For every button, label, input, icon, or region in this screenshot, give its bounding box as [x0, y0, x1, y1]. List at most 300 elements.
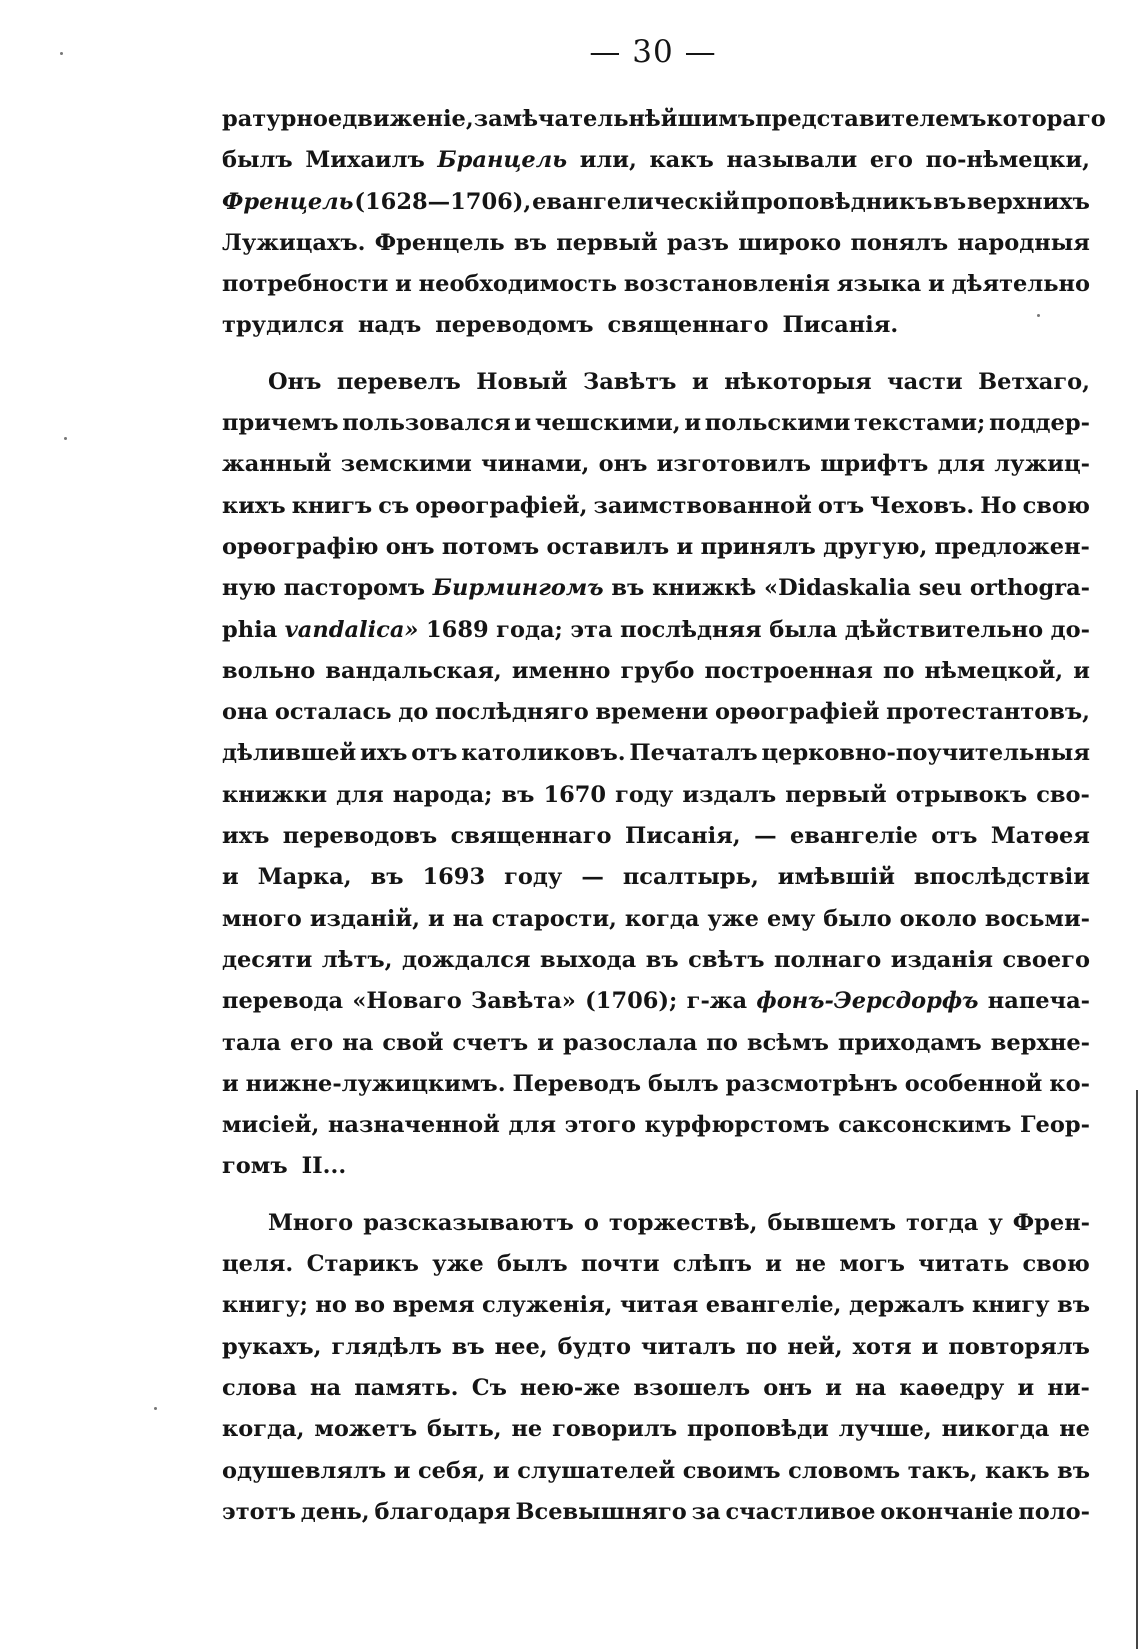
word: онъ	[763, 1374, 813, 1401]
word: орѳографіей,	[415, 492, 588, 519]
text-line	[222, 1030, 1090, 1071]
italic-title: vandalica»	[284, 616, 419, 643]
word: взошелъ	[633, 1374, 751, 1401]
word: память.	[354, 1374, 459, 1401]
word: полнаго	[774, 946, 882, 973]
word: Геор-	[1019, 1112, 1090, 1139]
word: построенная	[704, 657, 873, 684]
word: и	[514, 410, 532, 437]
word: назначенной	[327, 1112, 500, 1139]
word: читать	[918, 1251, 1010, 1278]
word: Печаталъ	[629, 740, 758, 767]
word: для	[508, 1112, 556, 1139]
word: заимствованной	[593, 492, 812, 519]
word: дѣйствительно	[844, 616, 1044, 643]
word: чинами,	[481, 451, 590, 478]
word: и	[493, 1457, 510, 1484]
word: разсказываютъ	[363, 1209, 574, 1236]
word: евангеліе	[789, 823, 918, 850]
word: «Новаго	[352, 988, 462, 1015]
word: такъ,	[907, 1457, 978, 1484]
text-line	[222, 534, 1090, 575]
text-line	[222, 988, 1090, 1029]
word: съ	[378, 492, 410, 519]
word: целя.	[222, 1251, 294, 1278]
word: Завѣта»	[471, 988, 576, 1015]
word: ную	[222, 575, 276, 602]
word: рукахъ,	[222, 1333, 322, 1360]
body-text	[222, 106, 1106, 1540]
word: Онъ	[268, 368, 322, 395]
word: языка	[836, 271, 922, 298]
word: своего	[1002, 946, 1090, 973]
word: широко	[738, 229, 842, 256]
word: былъ	[496, 1251, 568, 1278]
text-line	[222, 230, 1090, 271]
text-line	[222, 1153, 1090, 1194]
word: въ	[1057, 1457, 1090, 1484]
word: саксонскимъ	[838, 1112, 1012, 1139]
word: Всевышняго	[515, 1498, 687, 1525]
word: другую,	[823, 533, 928, 560]
word: этого	[564, 1112, 637, 1139]
word: осталась	[274, 699, 392, 726]
word: въ	[611, 575, 645, 602]
word: читалъ	[640, 1333, 736, 1360]
word: нее,	[494, 1333, 548, 1360]
word: нею-же	[520, 1374, 621, 1401]
word: много	[222, 905, 302, 932]
word: разъ	[666, 229, 729, 256]
word: была	[769, 616, 838, 643]
word: книгъ	[291, 492, 373, 519]
word: Френ-	[1012, 1209, 1090, 1236]
word: тогда	[906, 1209, 979, 1236]
word: замѣчательнѣйшимъ	[473, 106, 756, 132]
text-line	[222, 1210, 1090, 1251]
word: и	[222, 864, 239, 891]
word: уже	[432, 1251, 484, 1278]
word: своимъ	[682, 1457, 781, 1484]
word: могъ	[839, 1251, 905, 1278]
word: шрифтъ	[820, 451, 929, 478]
word: нѣмецкой,	[924, 657, 1064, 684]
word: переводомъ	[435, 312, 594, 339]
word: имѣвшій	[777, 864, 895, 891]
word: тала	[222, 1029, 281, 1056]
word: пользовался	[342, 410, 511, 437]
word: особенной	[904, 1070, 1043, 1097]
word: когда,	[222, 1416, 305, 1443]
word: 1670	[543, 781, 607, 808]
word: въ	[501, 781, 535, 808]
word: книгу;	[222, 1292, 308, 1319]
word: и	[395, 271, 412, 298]
word: свою	[1022, 1251, 1090, 1278]
word: читая	[619, 1292, 699, 1319]
word: повторялъ	[948, 1333, 1090, 1360]
scan-speck	[60, 52, 63, 55]
word: глядѣлъ	[331, 1333, 442, 1360]
word: будто	[557, 1333, 631, 1360]
word: приходамъ	[838, 1029, 982, 1056]
word: отъ	[931, 823, 978, 850]
word: у	[988, 1209, 1003, 1236]
word: дѣлившей	[222, 740, 357, 767]
word: и	[222, 1070, 239, 1097]
word: нѣкоторыя	[724, 368, 872, 395]
word: именно	[511, 657, 611, 684]
word: церковно-поучительныя	[761, 740, 1090, 767]
text-line	[222, 658, 1090, 699]
word: пасторомъ	[283, 575, 425, 602]
word: послѣдняя	[620, 616, 762, 643]
word: на	[342, 1029, 374, 1056]
word: этотъ	[222, 1498, 296, 1525]
word: и	[1017, 1374, 1035, 1401]
word: надъ	[357, 312, 422, 339]
word: Чеховъ.	[870, 492, 975, 519]
text-line	[222, 864, 1090, 905]
text-line	[222, 906, 1090, 947]
text-line	[222, 1292, 1090, 1333]
word: сво-	[1036, 781, 1090, 808]
word: перевода	[222, 988, 344, 1015]
text-line	[222, 1334, 1090, 1375]
word: и	[428, 905, 445, 932]
word: нижне-лужицкимъ.	[245, 1070, 506, 1097]
word: до-	[1050, 616, 1090, 643]
text-line	[222, 271, 1090, 312]
word: изданій,	[309, 905, 420, 932]
word: себя,	[417, 1457, 486, 1484]
text-line	[222, 947, 1090, 988]
word: лѣтъ,	[321, 946, 393, 973]
word: благодаря	[374, 1498, 511, 1525]
word: былъ	[647, 1070, 719, 1097]
word: —	[754, 823, 777, 850]
word: около	[899, 905, 977, 932]
word: ни-	[1047, 1374, 1090, 1401]
word: за	[691, 1498, 721, 1525]
italic-name: Френцель	[222, 188, 354, 215]
word: свою	[1022, 492, 1090, 519]
text-line	[222, 1416, 1090, 1457]
word: издалъ	[682, 781, 777, 808]
word: phia	[222, 616, 278, 643]
page-number: — 30 —	[589, 34, 717, 70]
word: seu	[918, 575, 963, 602]
word: Марка,	[257, 864, 352, 891]
word: онъ	[598, 451, 648, 478]
word: выхода	[540, 946, 637, 973]
word: на	[855, 1374, 887, 1401]
word: (1628—1706),	[354, 188, 532, 215]
word: земскими	[340, 451, 472, 478]
text-line	[222, 823, 1090, 864]
word: польскими	[704, 410, 851, 437]
scan-speck	[154, 1407, 157, 1410]
word: свѣтъ	[688, 946, 765, 973]
word: и	[928, 271, 945, 298]
word: верхнихъ	[967, 188, 1090, 215]
word: словомъ	[788, 1457, 901, 1484]
scan-edge-line	[1136, 1090, 1138, 1649]
word: окончаніе	[880, 1498, 1014, 1525]
word: поддер-	[989, 410, 1090, 437]
word: никогда	[941, 1416, 1050, 1443]
word: она	[222, 699, 269, 726]
text-line	[222, 106, 1106, 147]
word: и	[393, 1457, 411, 1484]
word: «Didaskalia	[764, 575, 911, 602]
word: оставилъ	[546, 533, 670, 560]
word: Ветхаго,	[978, 368, 1090, 395]
word: евангеліе,	[705, 1292, 842, 1319]
word: ко-	[1049, 1070, 1090, 1097]
word: впослѣдствіи	[913, 864, 1090, 891]
word: Много	[268, 1209, 354, 1236]
word: ихъ	[360, 740, 408, 767]
word: проповѣди	[686, 1416, 829, 1443]
text-line	[222, 740, 1090, 781]
word: орѳографіей	[715, 699, 880, 726]
word: счетъ	[452, 1029, 529, 1056]
word: свой	[382, 1029, 444, 1056]
word: Михаилъ	[305, 147, 425, 174]
paragraph-gap	[222, 354, 1090, 369]
word: быть,	[426, 1416, 502, 1443]
word: и	[765, 1251, 782, 1278]
word: вандальская,	[325, 657, 502, 684]
word: десяти	[222, 946, 313, 973]
text-line	[222, 369, 1090, 410]
text-line	[222, 1251, 1090, 1292]
word: дѣятельно	[951, 271, 1090, 298]
word: необходимость	[418, 271, 618, 298]
word: году	[504, 864, 563, 891]
word: принялъ	[700, 533, 816, 560]
word: жанный	[222, 451, 332, 478]
word: Писанія,	[624, 823, 741, 850]
word: слова	[222, 1374, 297, 1401]
word: держалъ	[848, 1292, 965, 1319]
word: время	[392, 1292, 475, 1319]
word: первый	[785, 781, 887, 808]
word: восьми-	[984, 905, 1090, 932]
italic-name: Бирмингомъ	[432, 575, 604, 602]
word: году	[615, 781, 674, 808]
word: по-нѣмецки,	[925, 147, 1090, 174]
word: и	[676, 533, 694, 560]
word: верхне-	[990, 1029, 1090, 1056]
word: евангелическій	[532, 188, 740, 215]
word: для	[336, 781, 384, 808]
word: хотя	[852, 1333, 912, 1360]
word: 1693	[422, 864, 486, 891]
word: и	[691, 368, 709, 395]
word: и	[684, 410, 702, 437]
word: лучше,	[838, 1416, 932, 1443]
word: понялъ	[850, 229, 949, 256]
text-line	[222, 189, 1090, 230]
word: курфюрстомъ	[644, 1112, 830, 1139]
scan-speck	[1037, 314, 1040, 317]
word: говорилъ	[552, 1416, 678, 1443]
italic-name: Бранцель	[437, 147, 568, 174]
word: перевелъ	[336, 368, 461, 395]
word: II...	[301, 1153, 347, 1180]
word: ему	[766, 905, 816, 932]
word: онъ	[385, 533, 435, 560]
word: на	[309, 1374, 342, 1401]
word: старости,	[491, 905, 617, 932]
word: протестантовъ,	[886, 699, 1090, 726]
word: послѣдняго	[435, 699, 589, 726]
word: во	[354, 1292, 386, 1319]
word: и	[1073, 657, 1090, 684]
word: дождался	[402, 946, 531, 973]
word: разослала	[563, 1029, 698, 1056]
word: текстами;	[854, 410, 986, 437]
word: его	[290, 1029, 334, 1056]
text-line	[222, 147, 1090, 188]
text-line	[222, 1375, 1090, 1416]
word: бывшемъ	[767, 1209, 897, 1236]
word: ратурное	[222, 106, 343, 132]
word: въ	[645, 946, 679, 973]
word: священнаго	[607, 312, 769, 339]
text-line	[222, 410, 1090, 451]
word: Лужицахъ.	[222, 229, 366, 256]
word: котораго	[986, 106, 1106, 132]
word: грубо	[620, 657, 695, 684]
word: слушателей	[517, 1457, 676, 1484]
word: изданія	[890, 946, 994, 973]
word: день,	[300, 1498, 370, 1525]
word: трудился	[222, 312, 344, 339]
word: священнаго	[450, 823, 612, 850]
word: —	[581, 864, 604, 891]
word: всѣмъ	[746, 1029, 829, 1056]
word: по	[745, 1333, 778, 1360]
word: народныя	[957, 229, 1090, 256]
word: уже	[707, 905, 759, 932]
word: въ	[933, 188, 967, 215]
word: въ	[514, 229, 547, 256]
word: Матѳея	[990, 823, 1090, 850]
text-line	[222, 312, 1090, 353]
word: лужиц-	[994, 451, 1090, 478]
word: въ	[1057, 1292, 1090, 1319]
word: поло-	[1018, 1498, 1090, 1525]
word: предложен-	[934, 533, 1090, 560]
scan-speck	[64, 437, 67, 440]
word: времени	[595, 699, 709, 726]
paragraph-gap	[222, 1195, 1090, 1210]
word: по	[882, 657, 915, 684]
word: книжкѣ	[652, 575, 757, 602]
word: Но	[980, 492, 1017, 519]
text-line	[222, 782, 1090, 823]
word: Новый	[476, 368, 568, 395]
word: Френцель	[374, 229, 505, 256]
word: возстановленія	[623, 271, 831, 298]
word: Писанія.	[782, 312, 899, 339]
word: и	[537, 1029, 554, 1056]
word: причемъ	[222, 410, 339, 437]
word: на	[452, 905, 484, 932]
word: не	[795, 1251, 827, 1278]
word: называли	[726, 147, 858, 174]
word: и	[825, 1374, 842, 1401]
text-line	[222, 1112, 1090, 1153]
word: народа;	[392, 781, 493, 808]
word: первый	[556, 229, 658, 256]
word: до	[398, 699, 429, 726]
text-line	[222, 1458, 1090, 1499]
word: орѳографію	[222, 533, 379, 560]
italic-name: фонъ-Эерсдорфъ	[756, 988, 979, 1015]
text-line	[222, 699, 1090, 740]
word: гомъ	[222, 1153, 288, 1180]
word: Переводъ	[512, 1070, 641, 1097]
word: движеніе,	[342, 106, 474, 132]
word: чешскими,	[534, 410, 681, 437]
word: какъ	[985, 1457, 1050, 1484]
word: отъ	[817, 492, 865, 519]
word: счастливое	[725, 1498, 876, 1525]
text-line	[222, 1071, 1090, 1112]
word: и	[921, 1333, 939, 1360]
text-line	[222, 617, 1090, 658]
word: торжествѣ,	[608, 1209, 758, 1236]
word: книгу	[971, 1292, 1050, 1319]
word: одушевлялъ	[222, 1457, 387, 1484]
word: части	[887, 368, 963, 395]
word: какъ	[649, 147, 714, 174]
word: католиковъ.	[461, 740, 626, 767]
word: отрывокъ	[895, 781, 1028, 808]
word: можетъ	[314, 1416, 418, 1443]
word: былъ	[222, 147, 293, 174]
word: проповѣдникъ	[740, 188, 933, 215]
word: мисіей,	[222, 1112, 320, 1139]
text-line	[222, 451, 1090, 492]
word: потребности	[222, 271, 389, 298]
word: кихъ	[222, 492, 286, 519]
word: его	[869, 147, 913, 174]
word: но	[315, 1292, 347, 1319]
word: въ	[370, 864, 404, 891]
word: (1706);	[585, 988, 678, 1015]
word: вольно	[222, 657, 316, 684]
word: не	[1059, 1416, 1090, 1443]
word: отъ	[411, 740, 458, 767]
word: каѳедру	[899, 1374, 1005, 1401]
text-line	[222, 575, 1090, 616]
word: Завѣтъ	[582, 368, 677, 395]
word: 1689	[426, 616, 489, 643]
word: изготовилъ	[656, 451, 811, 478]
word: представителемъ	[755, 106, 987, 132]
word: было	[823, 905, 892, 932]
text-line	[222, 493, 1090, 534]
word: разсмотрѣнъ	[725, 1070, 898, 1097]
text-line	[222, 1499, 1090, 1540]
word: переводовъ	[282, 823, 438, 850]
word: или,	[579, 147, 637, 174]
